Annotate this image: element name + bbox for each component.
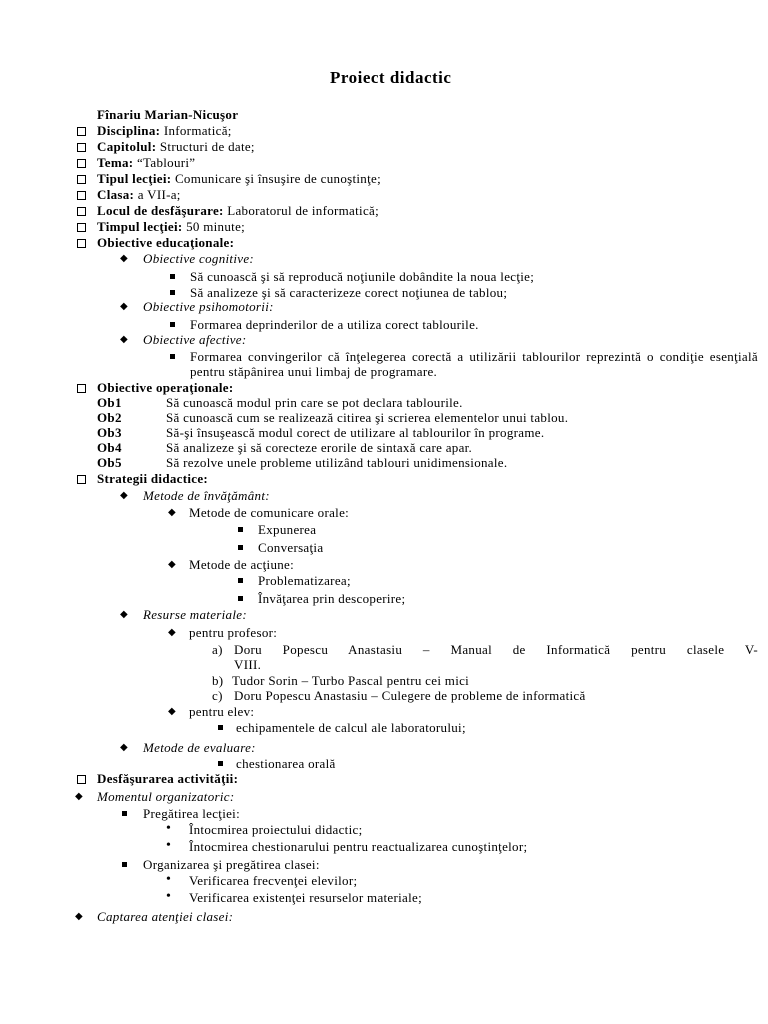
item-label: Locul de desfăşurare:	[97, 203, 224, 218]
item-value: “Tablouri”	[136, 155, 196, 170]
list-item: Întocmirea proiectului didactic;	[189, 822, 363, 837]
diamond-bullet-icon: ◆	[120, 334, 128, 345]
item-label: Tipul lecţiei:	[97, 171, 172, 186]
list-item: Verificarea frecvenţei elevilor;	[189, 873, 358, 888]
objective-text: Să rezolve unele probleme utilizând tablouri unidimensionale.	[166, 455, 508, 470]
checkbox-square-icon	[77, 239, 86, 248]
page-title: Proiect didactic	[330, 68, 452, 87]
header-item-clasa	[97, 187, 181, 203]
item-label: Timpul lecţiei:	[97, 219, 183, 234]
item-value: a VII-a;	[137, 187, 181, 202]
square-bullet-icon	[238, 545, 243, 550]
round-bullet-icon: •	[166, 872, 172, 887]
objective-text: Să cunoască cum se realizează citirea şi scrierea elementelor unui tablou.	[166, 410, 569, 425]
checkbox-square-icon	[77, 223, 86, 232]
checkbox-square-icon	[77, 143, 86, 152]
item-value: Structuri de date;	[159, 139, 255, 154]
header-item-locul	[97, 203, 379, 219]
header-item-capitolul	[97, 139, 255, 155]
subheading-metode-invatamant: Metode de învăţământ:	[143, 488, 270, 503]
checkbox-square-icon	[77, 127, 86, 136]
objective-code: Ob5	[97, 455, 122, 470]
square-bullet-icon	[238, 527, 243, 532]
diamond-bullet-icon: ◆	[120, 609, 128, 620]
diamond-bullet-icon: ◆	[75, 911, 83, 922]
sub-list-heading: Metode de comunicare orale:	[189, 505, 350, 520]
checkbox-square-icon	[77, 384, 86, 393]
reference-text: Doru Popescu Anastasiu – Manual de Informatică pentru clasele V-	[234, 642, 758, 657]
objective-code: Ob3	[97, 425, 122, 440]
round-bullet-icon: •	[166, 821, 172, 836]
list-item: Învăţarea prin descoperire;	[258, 591, 406, 606]
item-value: Comunicare şi însuşire de cunoştinţe;	[174, 171, 381, 186]
objective-text: Să-şi însuşească modul corect de utilizare al tablourilor în programe.	[166, 425, 545, 440]
diamond-bullet-icon: ◆	[168, 507, 176, 518]
checkbox-square-icon	[77, 191, 86, 200]
reference-text: Tudor Sorin – Turbo Pascal pentru cei mici	[232, 673, 470, 688]
header-item-timpul	[97, 219, 245, 235]
objective-text: Să cunoască modul prin care se pot declara tablourile.	[166, 395, 463, 410]
square-bullet-icon	[218, 725, 223, 730]
objective-text: Să analizeze şi să corecteze erorile de sintaxă care apar.	[166, 440, 473, 455]
sub-list-heading: pentru profesor:	[189, 625, 278, 640]
section-heading-desfasurare: Desfăşurarea activităţii:	[97, 771, 239, 786]
checkbox-square-icon	[77, 159, 86, 168]
header-item-disciplina	[97, 123, 232, 139]
subheading-moment: Momentul organizatoric:	[97, 789, 235, 804]
diamond-bullet-icon: ◆	[120, 742, 128, 753]
list-item: Formarea deprinderilor de a utiliza corect tablourile.	[190, 317, 479, 332]
diamond-bullet-icon: ◆	[120, 490, 128, 501]
reference-marker: a)	[212, 642, 223, 657]
objective-code: Ob1	[97, 395, 122, 410]
reference-marker: c)	[212, 688, 223, 703]
diamond-bullet-icon: ◆	[168, 559, 176, 570]
square-bullet-icon	[218, 761, 223, 766]
subheading-resurse: Resurse materiale:	[143, 607, 247, 622]
author-name: Fînariu Marian-Nicuşor	[97, 107, 239, 122]
subheading-evaluare: Metode de evaluare:	[143, 740, 256, 755]
checkbox-square-icon	[77, 775, 86, 784]
reference-marker: b)	[212, 673, 224, 688]
sub-list-heading: Metode de acţiune:	[189, 557, 295, 572]
diamond-bullet-icon: ◆	[120, 253, 128, 264]
round-bullet-icon: •	[166, 889, 172, 904]
sub-list-heading: pentru elev:	[189, 704, 255, 719]
list-item: Să analizeze şi să caracterizeze corect noţiunea de tablou;	[190, 285, 508, 300]
item-value: Laboratorul de informatică;	[227, 203, 379, 218]
square-bullet-icon	[238, 596, 243, 601]
item-value: 50 minute;	[186, 219, 246, 234]
section-heading-obiective-educationale: Obiective educaţionale:	[97, 235, 235, 250]
sub-list-heading: Organizarea şi pregătirea clasei:	[143, 857, 320, 872]
list-item: Expunerea	[258, 522, 317, 537]
objective-code: Ob2	[97, 410, 122, 425]
list-item-justified: Formarea convingerilor că înţelegerea corectă a utilizării tablourilor reprezintă o condiţie esenţială pentru stăpânirea unui limbaj de programare.	[190, 349, 758, 379]
diamond-bullet-icon: ◆	[75, 791, 83, 802]
objective-code: Ob4	[97, 440, 122, 455]
list-item: Conversaţia	[258, 540, 324, 555]
list-item: Problematizarea;	[258, 573, 351, 588]
square-bullet-icon	[122, 862, 127, 867]
checkbox-square-icon	[77, 175, 86, 184]
subheading-cognitive: Obiective cognitive:	[143, 251, 255, 266]
square-bullet-icon	[170, 354, 175, 359]
subheading-psihomotorii: Obiective psihomotorii:	[143, 299, 274, 314]
checkbox-square-icon	[77, 207, 86, 216]
square-bullet-icon	[238, 578, 243, 583]
round-bullet-icon: •	[166, 838, 172, 853]
square-bullet-icon	[170, 290, 175, 295]
item-label: Clasa:	[97, 187, 135, 202]
list-item: Să cunoască şi să reproducă noţiunile dobândite la noua lecţie;	[190, 269, 535, 284]
diamond-bullet-icon: ◆	[168, 627, 176, 638]
subheading-afective: Obiective afective:	[143, 332, 247, 347]
diamond-bullet-icon: ◆	[168, 706, 176, 717]
sub-list-heading: Pregătirea lecţiei:	[143, 806, 241, 821]
list-item: Întocmirea chestionarului pentru reactualizarea cunoştinţelor;	[189, 839, 528, 854]
checkbox-square-icon	[77, 475, 86, 484]
square-bullet-icon	[170, 274, 175, 279]
item-label: Capitolul:	[97, 139, 157, 154]
square-bullet-icon	[170, 322, 175, 327]
item-label: Disciplina:	[97, 123, 161, 138]
item-value: Informatică;	[163, 123, 232, 138]
header-item-tipul	[97, 171, 381, 187]
subheading-captarea: Captarea atenţiei clasei:	[97, 909, 234, 924]
diamond-bullet-icon: ◆	[120, 301, 128, 312]
section-heading-strategii: Strategii didactice:	[97, 471, 209, 486]
section-heading-obiective-operationale: Obiective operaţionale:	[97, 380, 234, 395]
list-item: chestionarea orală	[236, 756, 336, 771]
item-label: Tema:	[97, 155, 134, 170]
reference-text: Doru Popescu Anastasiu – Culegere de probleme de informatică	[234, 688, 586, 703]
list-item: echipamentele de calcul ale laboratorului;	[236, 720, 466, 735]
reference-text-cont: VIII.	[234, 657, 262, 672]
list-item: Verificarea existenţei resurselor materiale;	[189, 890, 422, 905]
square-bullet-icon	[122, 811, 127, 816]
header-item-tema	[97, 155, 195, 171]
